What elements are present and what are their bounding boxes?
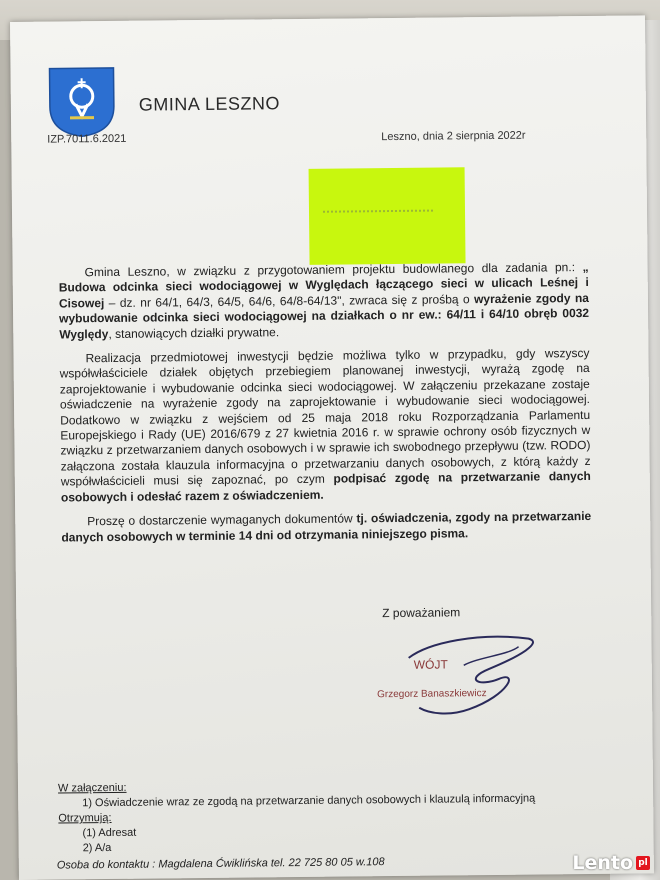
- contact-person: Osoba do kontaktu : Magdalena Ćwiklińska tel. 22 725 80 05 w.108: [56, 856, 385, 872]
- coat-of-arms-icon: [47, 66, 116, 139]
- consent-request: wyrażenie zgody na wybudowanie odcinka sieci wodociągowej na działkach o nr ew.: 64/11 i 64/10 obręb 0032 Wyględy: [59, 290, 590, 342]
- recipient-item: 2) A/a: [82, 841, 112, 855]
- deadline-request: tj. oświadczenia, zgody na przetwarzanie danych osobowych w terminie 14 dni od otrzymania niniejszego pisma.: [61, 509, 592, 544]
- place-and-date: Leszno, dnia 2 sierpnia 2022r: [381, 129, 526, 144]
- gdpr-instruction: podpisać zgodę na przetwarzanie danych osobowych i odesłać razem z oświadczeniem.: [60, 469, 591, 505]
- project-title: „ Budowa odcinka sieci wodociągowej w Wyględach łączącego sieci w ulicach Leśnej i Cisowej: [58, 259, 589, 311]
- text-run: Realizacja przedmiotowej inwestycji będzie możliwa tylko w przypadku, gdy wszyscy współwłaściciele działek objętych przebiegiem planowanej inwestycji, wyrażą zgodę na zaprojektowanie i wybudowanie odcinka sieci wodociągowej. W załączeniu przekazane zostaje oświadczenie na wyrażenie zgody na zaprojektowanie i wybudowanie sieci wodociągowej. Dodatkowo w związku z wejściem od 25 maja 2018 roku Rozporządzania Parlamentu Europejskiego i Rady (UE) 2016/679 z 27 kwietnia 2016 r. w sprawie ochrony osób fizycznych w związku z przetwarzaniem danych osobowych i w sprawie ich swobodnego przepływu (tzw. RODO) załączona została klauzula informacyjna o przetwarzaniu danych osobowych, z którą każdy z współwłaścicieli musi się zapoznać, po czym: [59, 345, 591, 489]
- letter-page: [10, 15, 654, 880]
- attachments-heading: W załączeniu:: [57, 781, 127, 795]
- attachment-item: 1) Oświadczenie wraz ze zgodą na przetwarzanie danych osobowych i klauzulą informacyjną: [82, 792, 536, 810]
- redaction-block: [309, 167, 466, 265]
- text-run: , stanowiących działki prywatne.: [108, 324, 280, 341]
- handwritten-signature: [368, 616, 549, 718]
- watermark-suffix: pl: [636, 856, 650, 870]
- paragraph-2: [59, 346, 591, 506]
- reference-number: IZP.7011.6.2021: [47, 132, 127, 146]
- closing-greeting: Z poważaniem: [382, 605, 461, 621]
- stamp-name: Grzegorz Banaszkiewicz: [377, 688, 487, 701]
- letter-body: [59, 260, 592, 554]
- watermark-brand: Lento: [572, 852, 633, 874]
- attachments-section: [58, 776, 599, 857]
- text-run: – dz. nr 64/1, 64/3, 64/5, 64/6, 64/8-64/13", zwraca się z prośbą o: [104, 291, 475, 310]
- paragraph-1: [59, 260, 590, 343]
- recipient-item: (1) Adresat: [82, 826, 137, 840]
- redacted-address: [323, 210, 433, 217]
- municipality-name: GMINA LESZNO: [138, 93, 281, 115]
- recipients-heading: Otrzymują:: [58, 811, 112, 825]
- paragraph-3: [61, 509, 591, 545]
- text-run: Gmina Leszno, w związku z przygotowaniem projektu budowlanego dla zadania pn.:: [84, 260, 583, 280]
- stamp-title: WÓJT: [413, 657, 448, 672]
- text-run: Proszę o dostarczenie wymaganych dokumentów: [87, 511, 357, 529]
- watermark-logo: [572, 852, 650, 874]
